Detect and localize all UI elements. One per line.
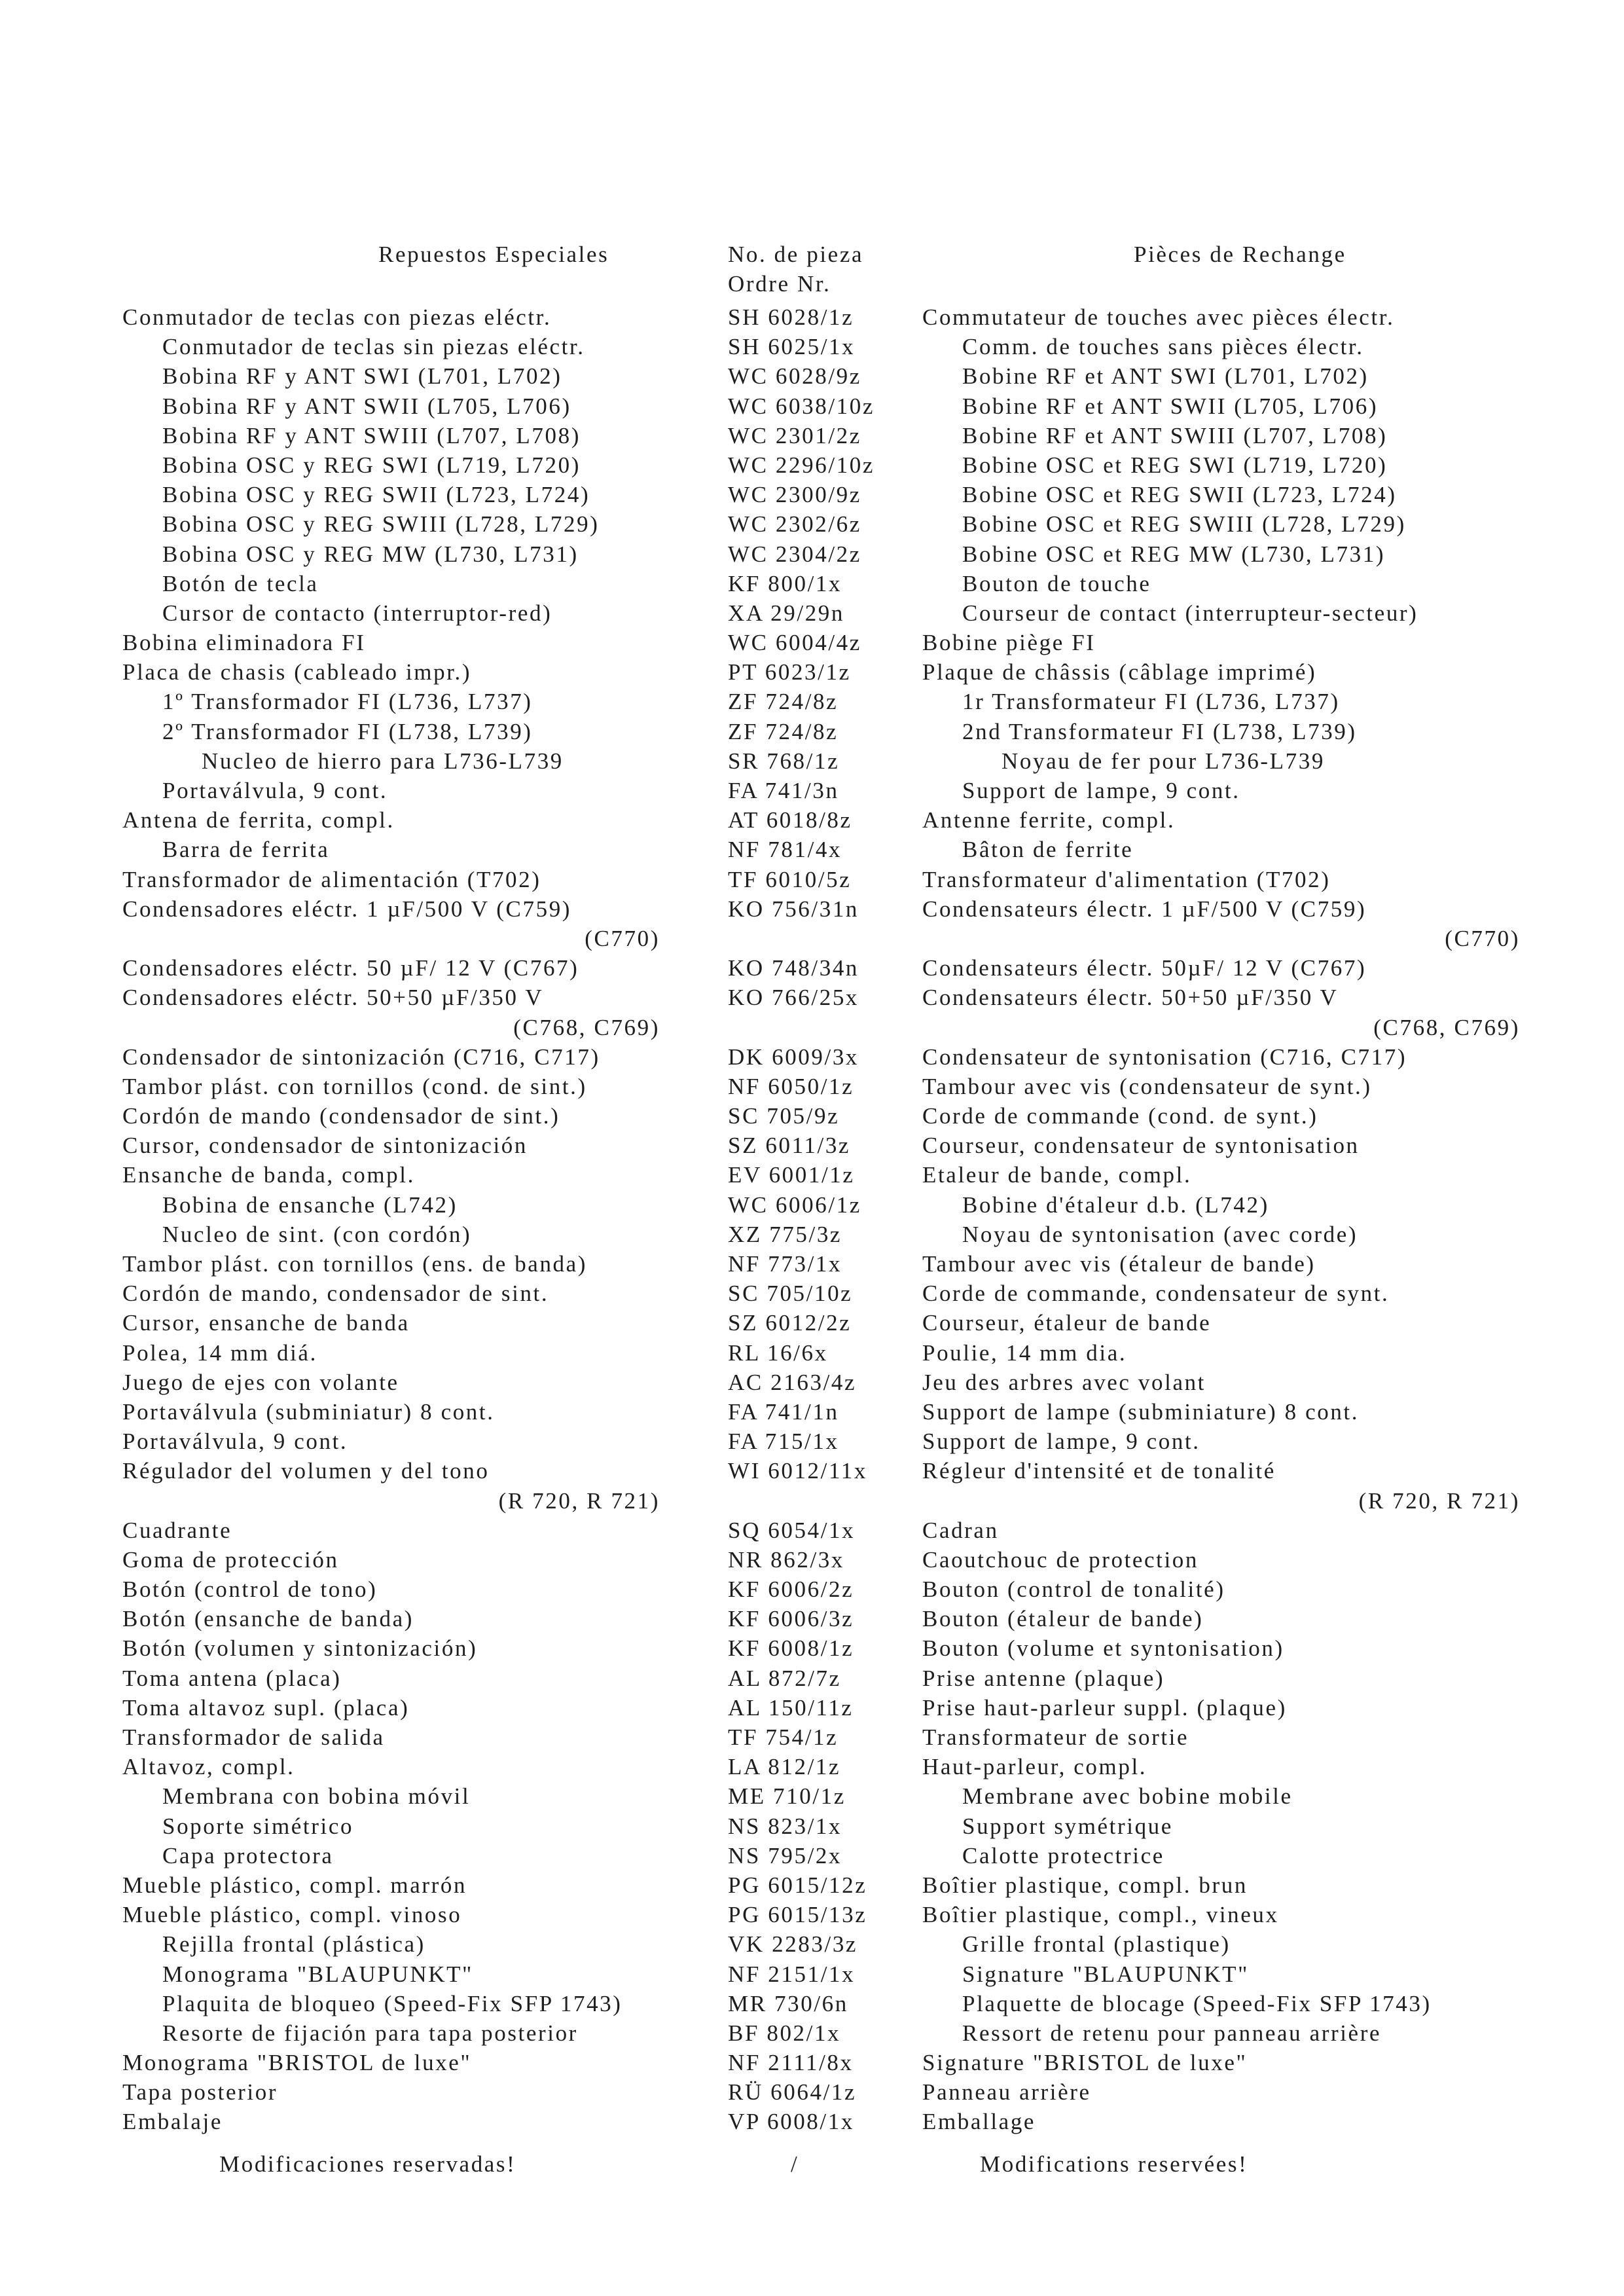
french-description: Condensateurs électr. 1 µF/500 V (C759) bbox=[922, 896, 1367, 922]
parts-row bbox=[0, 302, 1624, 332]
parts-row bbox=[0, 1397, 1624, 1427]
part-number: MR 730/6n bbox=[728, 1990, 848, 2016]
french-description: Régleur d'intensité et de tonalité bbox=[922, 1458, 1276, 1484]
part-number: EV 6001/1z bbox=[728, 1162, 855, 1188]
parts-row bbox=[0, 2077, 1624, 2107]
french-description: Support symétrique bbox=[962, 1813, 1173, 1839]
french-description: Condensateurs électr. 50µF/ 12 V (C767) bbox=[922, 955, 1367, 981]
parts-row bbox=[0, 509, 1624, 539]
parts-row bbox=[0, 361, 1624, 391]
spanish-description: Soporte simétrico bbox=[162, 1813, 354, 1839]
french-description: Bobine OSC et REG SWI (L719, L720) bbox=[962, 452, 1388, 478]
part-number: DK 6009/3x bbox=[728, 1044, 859, 1070]
spanish-description: Cursor, condensador de sintonización bbox=[122, 1133, 528, 1159]
parts-row bbox=[0, 1781, 1624, 1811]
heading-part-number: No. de pieza bbox=[728, 242, 864, 267]
french-description: Courseur, étaleur de bande bbox=[922, 1310, 1212, 1336]
parts-row bbox=[0, 1812, 1624, 1841]
parts-row bbox=[0, 983, 1624, 1012]
french-description: Ressort de retenu pour panneau arrière bbox=[962, 2020, 1382, 2046]
parts-row bbox=[0, 835, 1624, 864]
parts-row bbox=[0, 598, 1624, 628]
parts-row bbox=[0, 421, 1624, 450]
french-description: Cadran bbox=[922, 1517, 999, 1543]
part-number: FA 715/1x bbox=[728, 1429, 839, 1455]
french-description: Etaleur de bande, compl. bbox=[922, 1162, 1192, 1188]
parts-row bbox=[0, 717, 1624, 746]
french-description: Prise haut-parleur suppl. (plaque) bbox=[922, 1694, 1287, 1721]
spanish-description: 2º Transformador FI (L738, L739) bbox=[162, 718, 533, 744]
parts-row bbox=[0, 687, 1624, 716]
part-number: NR 862/3x bbox=[728, 1546, 844, 1573]
french-description: Bouton de touche bbox=[962, 570, 1151, 596]
spanish-description: Bobina OSC y REG SWIII (L728, L729) bbox=[162, 511, 600, 538]
spanish-description: Juego de ejes con volante bbox=[122, 1369, 399, 1395]
footer-french-note: Modifications reservées! bbox=[980, 2151, 1248, 2177]
spanish-description: Cursor de contacto (interruptor-red) bbox=[162, 600, 552, 626]
parts-row bbox=[0, 894, 1624, 924]
parts-row bbox=[0, 1101, 1624, 1131]
spanish-description: Polea, 14 mm diá. bbox=[122, 1339, 317, 1366]
spanish-description: (R 720, R 721) bbox=[498, 1487, 660, 1514]
spanish-description: Cordón de mando, condensador de sint. bbox=[122, 1281, 549, 1307]
parts-row bbox=[0, 1220, 1624, 1249]
french-description: Plaquette de blocage (Speed-Fix SFP 1743) bbox=[962, 1990, 1432, 2016]
part-number: WC 2304/2z bbox=[728, 541, 861, 567]
parts-row bbox=[0, 1516, 1624, 1545]
heading-spanish: Repuestos Especiales bbox=[378, 242, 609, 267]
spanish-description: Membrana con bobina móvil bbox=[162, 1783, 471, 1810]
parts-row bbox=[0, 1427, 1624, 1456]
french-description: Calotte protectrice bbox=[962, 1842, 1164, 1868]
part-number: AT 6018/8z bbox=[728, 807, 852, 833]
spanish-description: Bobina RF y ANT SWIII (L707, L708) bbox=[162, 422, 581, 448]
parts-row bbox=[0, 1545, 1624, 1575]
spanish-description: Nucleo de hierro para L736-L739 bbox=[202, 748, 564, 774]
parts-row bbox=[0, 1604, 1624, 1633]
french-description: Condensateurs électr. 50+50 µF/350 V bbox=[922, 985, 1339, 1011]
french-description: Bobine d'étaleur d.b. (L742) bbox=[962, 1192, 1269, 1218]
spanish-description: Bobina eliminadora FI bbox=[122, 630, 366, 656]
part-number: XA 29/29n bbox=[728, 600, 844, 626]
part-number: NS 795/2x bbox=[728, 1842, 842, 1868]
french-description: Transformateur d'alimentation (T702) bbox=[922, 866, 1331, 892]
parts-row bbox=[0, 332, 1624, 361]
part-number: WC 6028/9z bbox=[728, 363, 861, 390]
french-description: Commutateur de touches avec pièces électr. bbox=[922, 304, 1395, 330]
part-number: KF 6008/1z bbox=[728, 1635, 854, 1662]
part-number: PG 6015/12z bbox=[728, 1872, 867, 1898]
parts-row bbox=[0, 1279, 1624, 1308]
french-description: Courseur de contact (interrupteur-secteur) bbox=[962, 600, 1418, 626]
part-number: WC 2301/2z bbox=[728, 422, 861, 448]
spanish-description: Bobina de ensanche (L742) bbox=[162, 1192, 458, 1218]
part-number: SQ 6054/1x bbox=[728, 1517, 856, 1543]
french-description: (C770) bbox=[1445, 925, 1520, 951]
spanish-description: Nucleo de sint. (con cordón) bbox=[162, 1221, 472, 1247]
part-number: KO 748/34n bbox=[728, 955, 859, 981]
part-number: ZF 724/8z bbox=[728, 689, 839, 715]
part-number: ZF 724/8z bbox=[728, 718, 839, 744]
french-description: Support de lampe, 9 cont. bbox=[962, 778, 1240, 803]
parts-row bbox=[0, 1664, 1624, 1693]
part-number: PG 6015/13z bbox=[728, 1902, 867, 1928]
part-number: SZ 6012/2z bbox=[728, 1310, 852, 1336]
part-number: AL 150/11z bbox=[728, 1694, 854, 1721]
part-number: NF 6050/1z bbox=[728, 1073, 854, 1099]
parts-row bbox=[0, 1575, 1624, 1604]
part-number: SZ 6011/3z bbox=[728, 1133, 851, 1159]
spanish-description: Transformador de alimentación (T702) bbox=[122, 866, 541, 892]
part-number: AL 872/7z bbox=[728, 1665, 841, 1691]
part-number: VP 6008/1x bbox=[728, 2109, 854, 2135]
french-description: Condensateur de syntonisation (C716, C717) bbox=[922, 1044, 1407, 1070]
spanish-description: Portaválvula, 9 cont. bbox=[122, 1429, 348, 1455]
parts-row bbox=[0, 1841, 1624, 1870]
part-number: KF 800/1x bbox=[728, 570, 842, 596]
french-description: Support de lampe, 9 cont. bbox=[922, 1429, 1200, 1455]
parts-row bbox=[0, 953, 1624, 983]
part-number: PT 6023/1z bbox=[728, 659, 851, 685]
parts-row bbox=[0, 628, 1624, 657]
french-description: Corde de commande (cond. de synt.) bbox=[922, 1103, 1318, 1129]
french-description: Bouton (étaleur de bande) bbox=[922, 1606, 1204, 1632]
french-description: Signature "BRISTOL de luxe" bbox=[922, 2050, 1248, 2076]
part-number: NF 2111/8x bbox=[728, 2050, 854, 2076]
french-description: Caoutchouc de protection bbox=[922, 1546, 1199, 1573]
spanish-description: Portaválvula (subminiatur) 8 cont. bbox=[122, 1398, 495, 1425]
french-description: Tambour avec vis (étaleur de bande) bbox=[922, 1251, 1316, 1277]
parts-row bbox=[0, 1722, 1624, 1752]
part-number: LA 812/1z bbox=[728, 1754, 841, 1780]
parts-row bbox=[0, 1160, 1624, 1190]
part-number: SC 705/9z bbox=[728, 1103, 840, 1129]
french-description: Bobine OSC et REG SWII (L723, L724) bbox=[962, 482, 1397, 508]
part-number: WC 2300/9z bbox=[728, 482, 861, 508]
french-description: Transformateur de sortie bbox=[922, 1724, 1189, 1750]
parts-row bbox=[0, 1131, 1624, 1160]
french-description: Corde de commande, condensateur de synt. bbox=[922, 1281, 1390, 1307]
part-number: KF 6006/2z bbox=[728, 1576, 854, 1603]
spanish-description: Conmutador de teclas con piezas eléctr. bbox=[122, 304, 552, 330]
spanish-description: Condensadores eléctr. 1 µF/500 V (C759) bbox=[122, 896, 572, 922]
part-number: NF 2151/1x bbox=[728, 1961, 856, 1987]
spanish-description: Cuadrante bbox=[122, 1517, 232, 1543]
parts-row bbox=[0, 1959, 1624, 1989]
part-number: NS 823/1x bbox=[728, 1813, 842, 1839]
parts-list bbox=[0, 302, 1624, 2137]
part-number: NF 781/4x bbox=[728, 837, 842, 863]
french-description: Bobine OSC et REG SWIII (L728, L729) bbox=[962, 511, 1406, 538]
parts-row bbox=[0, 1338, 1624, 1368]
parts-row bbox=[0, 1190, 1624, 1220]
parts-row bbox=[0, 1249, 1624, 1279]
spanish-description: Toma antena (placa) bbox=[122, 1665, 342, 1691]
part-number: SR 768/1z bbox=[728, 748, 840, 774]
spanish-description: (C770) bbox=[585, 925, 660, 951]
part-number: NF 773/1x bbox=[728, 1251, 842, 1277]
parts-row bbox=[0, 1989, 1624, 2018]
spanish-description: Toma altavoz supl. (placa) bbox=[122, 1694, 410, 1721]
french-description: Bouton (volume et syntonisation) bbox=[922, 1635, 1284, 1662]
part-number: RÜ 6064/1z bbox=[728, 2079, 857, 2105]
parts-row bbox=[0, 805, 1624, 835]
spanish-description: Ensanche de banda, compl. bbox=[122, 1162, 415, 1188]
parts-row bbox=[0, 1072, 1624, 1101]
spanish-description: Placa de chasis (cableado impr.) bbox=[122, 659, 472, 685]
footer-separator: / bbox=[791, 2151, 799, 2177]
french-description: Panneau arrière bbox=[922, 2079, 1091, 2105]
parts-row bbox=[0, 1368, 1624, 1397]
parts-row bbox=[0, 1693, 1624, 1722]
spanish-description: Bobina RF y ANT SWI (L701, L702) bbox=[162, 363, 562, 390]
part-number: KO 756/31n bbox=[728, 896, 859, 922]
parts-row bbox=[0, 1870, 1624, 1900]
french-description: Bobine RF et ANT SWI (L701, L702) bbox=[962, 363, 1369, 390]
heading-order-number: Ordre Nr. bbox=[728, 271, 831, 297]
heading-french: Pièces de Rechange bbox=[1134, 242, 1346, 267]
french-description: Signature "BLAUPUNKT" bbox=[962, 1961, 1250, 1987]
spanish-description: Botón (volumen y sintonización) bbox=[122, 1635, 478, 1662]
french-description: Courseur, condensateur de syntonisation bbox=[922, 1133, 1360, 1159]
spanish-description: Bobina OSC y REG SWI (L719, L720) bbox=[162, 452, 581, 478]
parts-row bbox=[0, 1042, 1624, 1072]
part-number: BF 802/1x bbox=[728, 2020, 841, 2046]
spanish-description: Cursor, ensanche de banda bbox=[122, 1310, 410, 1336]
part-number: XZ 775/3z bbox=[728, 1221, 842, 1247]
spanish-description: Bobina OSC y REG SWII (L723, L724) bbox=[162, 482, 590, 508]
french-description: Tambour avec vis (condensateur de synt.) bbox=[922, 1073, 1372, 1099]
spanish-description: Capa protectora bbox=[162, 1842, 334, 1868]
french-description: (C768, C769) bbox=[1373, 1014, 1520, 1040]
french-description: Bouton (control de tonalité) bbox=[922, 1576, 1225, 1603]
spanish-description: Mueble plástico, compl. marrón bbox=[122, 1872, 467, 1898]
spanish-description: Régulador del volumen y del tono bbox=[122, 1458, 490, 1484]
part-number: FA 741/3n bbox=[728, 778, 839, 803]
parts-row bbox=[0, 1013, 1624, 1042]
part-number: TF 754/1z bbox=[728, 1724, 839, 1750]
spanish-description: Botón de tecla bbox=[162, 570, 319, 596]
french-description: Haut-parleur, compl. bbox=[922, 1754, 1147, 1780]
spanish-description: Tambor plást. con tornillos (cond. de sint.) bbox=[122, 1073, 587, 1099]
parts-row bbox=[0, 2107, 1624, 2136]
spanish-description: Monograma "BRISTOL de luxe" bbox=[122, 2050, 472, 2076]
part-number: WC 6006/1z bbox=[728, 1192, 861, 1218]
spanish-description: Botón (ensanche de banda) bbox=[122, 1606, 414, 1632]
spanish-description: Cordón de mando (condensador de sint.) bbox=[122, 1103, 560, 1129]
part-number: VK 2283/3z bbox=[728, 1931, 858, 1958]
parts-row bbox=[0, 1752, 1624, 1781]
parts-row bbox=[0, 1308, 1624, 1338]
part-number: FA 741/1n bbox=[728, 1398, 839, 1425]
french-description: Jeu des arbres avec volant bbox=[922, 1369, 1206, 1395]
spanish-description: Barra de ferrita bbox=[162, 837, 330, 863]
french-description: Membrane avec bobine mobile bbox=[962, 1783, 1293, 1810]
parts-row bbox=[0, 1929, 1624, 1959]
french-description: Poulie, 14 mm dia. bbox=[922, 1339, 1127, 1366]
french-description: (R 720, R 721) bbox=[1358, 1487, 1520, 1514]
french-description: Bobine OSC et REG MW (L730, L731) bbox=[962, 541, 1386, 567]
french-description: Antenne ferrite, compl. bbox=[922, 807, 1176, 833]
parts-row bbox=[0, 657, 1624, 687]
spanish-description: Monograma "BLAUPUNKT" bbox=[162, 1961, 473, 1987]
spanish-description: Botón (control de tono) bbox=[122, 1576, 378, 1603]
spanish-description: Portaválvula, 9 cont. bbox=[162, 778, 388, 803]
part-number: RL 16/6x bbox=[728, 1339, 828, 1366]
parts-row bbox=[0, 776, 1624, 805]
spanish-description: Conmutador de teclas sin piezas eléctr. bbox=[162, 334, 585, 360]
parts-row bbox=[0, 392, 1624, 421]
french-description: Grille frontal (plastique) bbox=[962, 1931, 1231, 1958]
parts-row bbox=[0, 539, 1624, 569]
part-number: ME 710/1z bbox=[728, 1783, 846, 1810]
footer-spanish-note: Modificaciones reservadas! bbox=[219, 2151, 516, 2177]
french-description: Boîtier plastique, compl., vineux bbox=[922, 1902, 1279, 1928]
parts-row bbox=[0, 924, 1624, 953]
spanish-description: Transformador de salida bbox=[122, 1724, 385, 1750]
parts-row bbox=[0, 1900, 1624, 1929]
french-description: Bobine RF et ANT SWII (L705, L706) bbox=[962, 393, 1379, 419]
french-description: 2nd Transformateur FI (L738, L739) bbox=[962, 718, 1357, 744]
part-number: WC 2296/10z bbox=[728, 452, 875, 478]
part-number: SH 6028/1z bbox=[728, 304, 854, 330]
french-description: Boîtier plastique, compl. brun bbox=[922, 1872, 1248, 1898]
parts-row bbox=[0, 746, 1624, 776]
part-number: WC 2302/6z bbox=[728, 511, 861, 538]
french-description: Bobine piège FI bbox=[922, 630, 1096, 656]
spanish-description: Antena de ferrita, compl. bbox=[122, 807, 395, 833]
spanish-description: Altavoz, compl. bbox=[122, 1754, 295, 1780]
french-description: 1r Transformateur FI (L736, L737) bbox=[962, 689, 1340, 715]
spanish-description: Plaquita de bloqueo (Speed-Fix SFP 1743) bbox=[162, 1990, 623, 2016]
french-description: Noyau de syntonisation (avec corde) bbox=[962, 1221, 1358, 1247]
french-description: Comm. de touches sans pièces électr. bbox=[962, 334, 1364, 360]
part-number: KO 766/25x bbox=[728, 985, 859, 1011]
french-description: Plaque de châssis (câblage imprimé) bbox=[922, 659, 1317, 685]
parts-row bbox=[0, 480, 1624, 509]
part-number: WC 6004/4z bbox=[728, 630, 861, 656]
part-number: WI 6012/11x bbox=[728, 1458, 867, 1484]
spanish-description: Tambor plást. con tornillos (ens. de banda) bbox=[122, 1251, 588, 1277]
spanish-description: Mueble plástico, compl. vinoso bbox=[122, 1902, 462, 1928]
parts-row bbox=[0, 2018, 1624, 2048]
spanish-description: Bobina RF y ANT SWII (L705, L706) bbox=[162, 393, 571, 419]
spanish-description: Rejilla frontal (plástica) bbox=[162, 1931, 425, 1958]
parts-row bbox=[0, 1633, 1624, 1663]
french-description: Emballage bbox=[922, 2109, 1036, 2135]
spanish-description: 1º Transformador FI (L736, L737) bbox=[162, 689, 533, 715]
spanish-description: Bobina OSC y REG MW (L730, L731) bbox=[162, 541, 579, 567]
part-number: SH 6025/1x bbox=[728, 334, 856, 360]
french-description: Prise antenne (plaque) bbox=[922, 1665, 1165, 1691]
spanish-description: Condensadores eléctr. 50 µF/ 12 V (C767) bbox=[122, 955, 579, 981]
french-description: Noyau de fer pour L736-L739 bbox=[1001, 748, 1325, 774]
french-description: Bobine RF et ANT SWIII (L707, L708) bbox=[962, 422, 1388, 448]
spanish-description: Embalaje bbox=[122, 2109, 223, 2135]
parts-row bbox=[0, 865, 1624, 894]
part-number: SC 705/10z bbox=[728, 1281, 853, 1307]
spanish-description: Resorte de fijación para tapa posterior bbox=[162, 2020, 578, 2046]
part-number: TF 6010/5z bbox=[728, 866, 852, 892]
parts-row bbox=[0, 569, 1624, 598]
part-number: KF 6006/3z bbox=[728, 1606, 854, 1632]
spanish-description: (C768, C769) bbox=[513, 1014, 660, 1040]
spanish-description: Goma de protección bbox=[122, 1546, 339, 1573]
part-number: AC 2163/4z bbox=[728, 1369, 857, 1395]
spanish-description: Condensadores eléctr. 50+50 µF/350 V bbox=[122, 985, 544, 1011]
parts-row bbox=[0, 450, 1624, 480]
french-description: Support de lampe (subminiature) 8 cont. bbox=[922, 1398, 1360, 1425]
parts-row bbox=[0, 1456, 1624, 1485]
spanish-description: Tapa posterior bbox=[122, 2079, 278, 2105]
parts-row bbox=[0, 1486, 1624, 1516]
parts-row bbox=[0, 2048, 1624, 2077]
spanish-description: Condensador de sintonización (C716, C717) bbox=[122, 1044, 600, 1070]
french-description: Bâton de ferrite bbox=[962, 837, 1134, 863]
part-number: WC 6038/10z bbox=[728, 393, 875, 419]
